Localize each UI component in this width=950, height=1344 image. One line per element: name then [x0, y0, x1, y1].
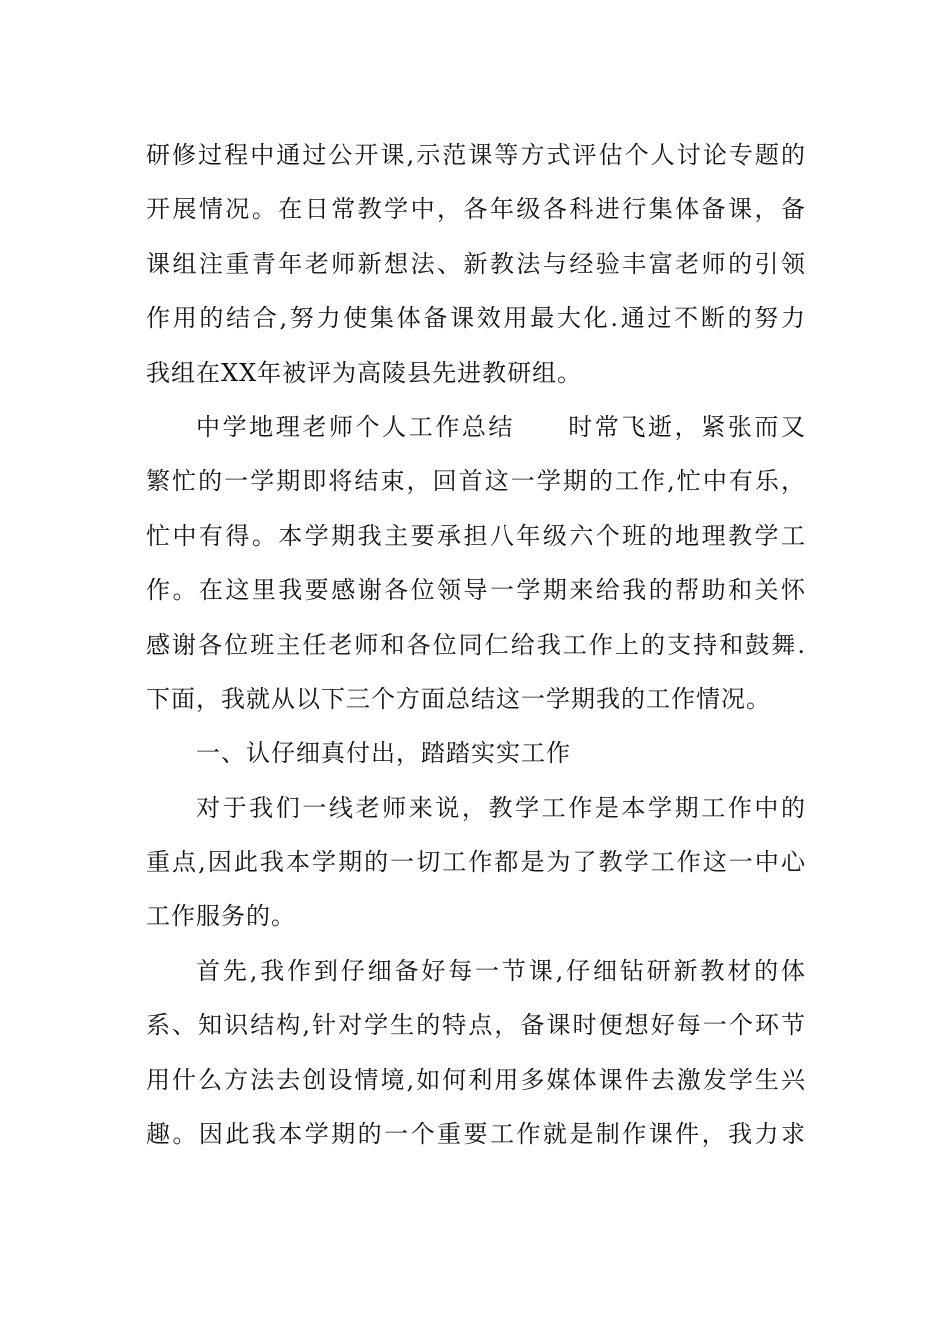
text-line: 用什么方法去创设情境,如何利用多媒体课件去激发学生兴 [146, 1065, 806, 1094]
text-line: 忙中有得。本学期我主要承担八年级六个班的地理教学工 [146, 521, 806, 550]
section-heading: 一、认仔细真付出，踏踏实实工作 [196, 739, 571, 768]
text-line: 系、知识结构,针对学生的特点，备课时便想好每一个环节 [146, 1011, 806, 1040]
text-line: 开展情况。在日常教学中，各年级各科进行集体备课，备 [146, 195, 806, 224]
text-line: 首先,我作到仔细备好每一节课,仔细钻研新教材的体 [196, 956, 806, 985]
text-line: 作用的结合,努力使集体备课效用最大化.通过不断的努力 [146, 304, 806, 333]
text-line: 下面，我就从以下三个方面总结这一学期我的工作情况。 [146, 684, 771, 713]
text-line: 作。在这里我要感谢各位领导一学期来给我的帮助和关怀 [146, 576, 806, 605]
text-line: 中学地理老师个人工作总结 时常飞逝，紧张而又 [196, 412, 806, 441]
text-line: 课组注重青年老师新想法、新教法与经验丰富老师的引领 [146, 249, 806, 278]
text-line: 工作服务的。 [146, 902, 296, 931]
text-line: 研修过程中通过公开课,示范课等方式评估个人讨论专题的 [146, 141, 806, 169]
text-line: 我组在XX年被评为高陵县先进教研组。 [146, 358, 583, 387]
text-line: 繁忙的一学期即将结束，回首这一学期的工作,忙中有乐， [146, 467, 806, 496]
text-line: 重点,因此我本学期的一切工作都是为了教学工作这一中心 [146, 848, 806, 877]
document-body [146, 128, 806, 1161]
text-line: 趣。因此我本学期的一个重要工作就是制作课件，我力求 [146, 1120, 806, 1149]
text-line: 感谢各位班主任老师和各位同仁给我工作上的支持和鼓舞. [146, 630, 806, 659]
text-line: 对于我们一线老师来说，教学工作是本学期工作中的 [196, 793, 806, 822]
